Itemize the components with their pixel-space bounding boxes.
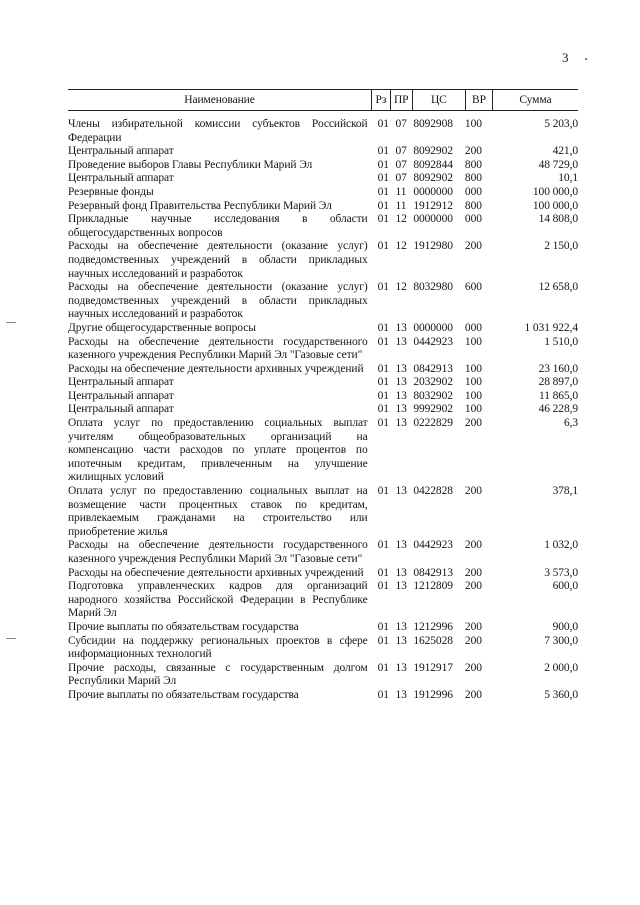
row-name: Расходы на обеспечение деятельности (оказание услуг) подведомственных учреждений в области прикладных научных исследований и разработок — [68, 240, 368, 280]
row-sum: 6,3 — [563, 417, 579, 430]
row-pr: 13 — [395, 376, 407, 389]
row-rz: 01 — [377, 634, 389, 647]
row-vr: 200 — [464, 620, 482, 633]
row-sum: 28 897,0 — [538, 376, 579, 389]
table-row — [68, 145, 578, 159]
row-name: Расходы на обеспечение деятельности архивных учреждений — [68, 362, 364, 375]
row-name: Проведение выборов Главы Республики Марий Эл — [68, 158, 313, 171]
row-rz: 01 — [377, 118, 389, 130]
table-row — [68, 240, 578, 281]
row-pr: 13 — [395, 389, 407, 402]
row-vr: 200 — [464, 661, 482, 674]
table-row — [68, 689, 578, 703]
row-rz: 01 — [377, 620, 389, 633]
row-sum: 10,1 — [558, 172, 579, 185]
row-vr: 800 — [464, 158, 482, 171]
row-rz: 01 — [377, 240, 389, 253]
row-rz: 01 — [377, 688, 389, 701]
row-sum: 46 228,9 — [538, 403, 579, 416]
row-vr: 200 — [464, 566, 482, 579]
row-pr: 13 — [395, 661, 407, 674]
row-rz: 01 — [377, 389, 389, 402]
table-row — [68, 567, 578, 581]
row-cs: 8092908 — [413, 118, 453, 130]
row-sum: 5 203,0 — [544, 118, 579, 130]
row-rz: 01 — [377, 321, 389, 334]
row-sum: 48 729,0 — [538, 158, 579, 171]
row-cs: 0842913 — [413, 362, 453, 375]
row-rz: 01 — [377, 213, 389, 226]
row-vr: 200 — [464, 417, 482, 430]
row-pr: 13 — [395, 321, 407, 334]
row-cs: 9992902 — [413, 403, 453, 416]
margin-mark — [6, 322, 16, 323]
row-vr: 000 — [464, 321, 482, 334]
table-row — [68, 363, 578, 377]
row-name: Оплата услуг по предоставлению социальных выплат на возмещение части процентных ставок по кредитам, привлекаемым гражданами на строительство или приобретение жилья — [68, 485, 368, 538]
row-sum: 100 000,0 — [532, 199, 579, 212]
margin-mark — [6, 638, 16, 639]
table-row — [68, 172, 578, 186]
row-rz: 01 — [377, 335, 389, 348]
row-sum: 1 031 922,4 — [524, 321, 579, 334]
row-name: Другие общегосударственные вопросы — [68, 321, 256, 334]
row-rz: 01 — [377, 485, 389, 498]
table-row — [68, 281, 578, 322]
row-vr: 100 — [464, 403, 482, 416]
row-cs: 0000000 — [413, 185, 453, 198]
row-cs: 8092902 — [413, 172, 453, 185]
row-pr: 12 — [395, 213, 407, 226]
table-row — [68, 118, 578, 145]
row-cs: 1912917 — [413, 661, 453, 674]
row-cs: 1912996 — [413, 688, 453, 701]
row-cs: 8092844 — [413, 158, 453, 171]
row-cs: 8032980 — [413, 281, 453, 294]
row-name: Оплата услуг по предоставлению социальных выплат учителям общеобразовательных организаций на компенсацию части расходов по уплате процентов по ипотечным кредитам, привлеченным на улучшение жилищных условий — [68, 417, 368, 484]
row-vr: 200 — [464, 485, 482, 498]
row-cs: 8032902 — [413, 389, 453, 402]
row-name: Резервные фонды — [68, 185, 154, 198]
row-cs: 1912980 — [413, 240, 453, 253]
row-vr: 200 — [464, 145, 482, 158]
row-sum: 7 300,0 — [544, 634, 579, 647]
row-vr: 100 — [464, 118, 482, 130]
row-name: Центральный аппарат — [68, 403, 174, 416]
row-vr: 800 — [464, 199, 482, 212]
row-cs: 1212996 — [413, 620, 453, 633]
table-row — [68, 417, 578, 485]
row-pr: 07 — [395, 158, 407, 171]
row-pr: 13 — [395, 417, 407, 430]
header-cs: ЦС — [412, 90, 465, 110]
row-sum: 11 865,0 — [538, 389, 579, 402]
header-name: Наименование — [184, 94, 255, 106]
header-sum: Сумма — [492, 90, 578, 110]
row-cs: 1625028 — [413, 634, 453, 647]
row-vr: 100 — [464, 389, 482, 402]
table-header — [68, 89, 578, 111]
row-pr: 13 — [395, 566, 407, 579]
table-row — [68, 186, 578, 200]
row-vr: 100 — [464, 376, 482, 389]
table-row — [68, 662, 578, 689]
table-row — [68, 322, 578, 336]
row-vr: 200 — [464, 688, 482, 701]
row-name: Прикладные научные исследования в области общегосударственных вопросов — [68, 213, 368, 239]
row-sum: 378,1 — [552, 485, 579, 498]
row-vr: 200 — [464, 634, 482, 647]
row-name: Прочие выплаты по обязательствам государства — [68, 688, 299, 701]
row-sum: 5 360,0 — [544, 688, 579, 701]
header-vr: ВР — [465, 90, 492, 110]
row-cs: 0000000 — [413, 213, 453, 226]
row-pr: 13 — [395, 539, 407, 552]
row-sum: 1 032,0 — [544, 539, 579, 552]
row-name: Прочие расходы, связанные с государственным долгом Республики Марий Эл — [68, 661, 368, 688]
row-name: Расходы на обеспечение деятельности (оказание услуг) подведомственных учреждений в области прикладных научных исследований и разработок — [68, 281, 368, 321]
row-name: Субсидии на поддержку региональных проектов в сфере информационных технологий — [68, 634, 368, 661]
row-name: Центральный аппарат — [68, 376, 174, 389]
row-cs: 1212809 — [413, 580, 453, 593]
row-sum: 900,0 — [552, 620, 579, 633]
row-pr: 13 — [395, 335, 407, 348]
row-sum: 600,0 — [552, 580, 579, 593]
row-name: Члены избирательной комиссии субъектов Российской Федерации — [68, 118, 368, 144]
row-name: Центральный аппарат — [68, 145, 174, 158]
row-pr: 13 — [395, 634, 407, 647]
row-pr: 12 — [395, 281, 407, 294]
row-cs: 2032902 — [413, 376, 453, 389]
row-rz: 01 — [377, 281, 389, 294]
row-vr: 200 — [464, 580, 482, 593]
header-pr: ПР — [390, 90, 412, 110]
row-name: Резервный фонд Правительства Республики Марий Эл — [68, 199, 332, 212]
row-pr: 13 — [395, 580, 407, 593]
row-rz: 01 — [377, 376, 389, 389]
table-row — [68, 336, 578, 363]
row-pr: 13 — [395, 362, 407, 375]
row-vr: 200 — [464, 240, 482, 253]
row-vr: 100 — [464, 335, 482, 348]
row-vr: 800 — [464, 172, 482, 185]
row-rz: 01 — [377, 403, 389, 416]
row-rz: 01 — [377, 566, 389, 579]
row-cs: 8092902 — [413, 145, 453, 158]
row-vr: 600 — [464, 281, 482, 294]
row-rz: 01 — [377, 145, 389, 158]
row-pr: 07 — [395, 118, 407, 130]
row-pr: 13 — [395, 403, 407, 416]
row-cs: 0000000 — [413, 321, 453, 334]
table-row — [68, 159, 578, 173]
row-rz: 01 — [377, 158, 389, 171]
row-rz: 01 — [377, 580, 389, 593]
row-cs: 0442923 — [413, 539, 453, 552]
row-name: Центральный аппарат — [68, 172, 174, 185]
row-pr: 13 — [395, 620, 407, 633]
budget-table — [68, 89, 578, 703]
row-pr: 07 — [395, 145, 407, 158]
row-vr: 000 — [464, 213, 482, 226]
row-pr: 13 — [395, 688, 407, 701]
row-cs: 0842913 — [413, 566, 453, 579]
row-cs: 0222829 — [413, 417, 453, 430]
row-pr: 07 — [395, 172, 407, 185]
row-name: Расходы на обеспечение деятельности архивных учреждений — [68, 566, 364, 579]
table-row — [68, 200, 578, 214]
table-row — [68, 403, 578, 417]
table-row — [68, 213, 578, 240]
header-rz: Рз — [371, 90, 390, 110]
row-rz: 01 — [377, 172, 389, 185]
table-row — [68, 376, 578, 390]
row-name: Подготовка управленческих кадров для организаций народного хозяйства Российской Федерации в Республике Марий Эл — [68, 580, 368, 620]
page-number: 3 — [562, 50, 569, 65]
row-sum: 100 000,0 — [532, 185, 579, 198]
row-pr: 12 — [395, 240, 407, 253]
table-row — [68, 635, 578, 662]
scan-dot — [585, 58, 587, 60]
row-name: Расходы на обеспечение деятельности государственного казенного учреждения Республики Марий Эл "Газовые сети" — [68, 335, 368, 362]
row-name: Расходы на обеспечение деятельности государственного казенного учреждения Республики Марий Эл "Газовые сети" — [68, 539, 368, 565]
row-rz: 01 — [377, 661, 389, 674]
row-sum: 12 658,0 — [538, 281, 579, 294]
row-rz: 01 — [377, 417, 389, 430]
row-sum: 1 510,0 — [544, 335, 579, 348]
table-body — [68, 118, 578, 703]
row-pr: 13 — [395, 485, 407, 498]
row-cs: 1912912 — [413, 199, 453, 212]
row-sum: 14 808,0 — [538, 213, 579, 226]
row-name: Центральный аппарат — [68, 389, 174, 402]
row-rz: 01 — [377, 185, 389, 198]
row-sum: 2 150,0 — [544, 240, 579, 253]
table-row — [68, 621, 578, 635]
table-row — [68, 485, 578, 539]
table-row — [68, 539, 578, 566]
table-row — [68, 390, 578, 404]
row-sum: 421,0 — [552, 145, 579, 158]
row-rz: 01 — [377, 199, 389, 212]
row-pr: 11 — [395, 185, 407, 198]
row-name: Прочие выплаты по обязательствам государства — [68, 620, 299, 633]
row-sum: 2 000,0 — [544, 661, 579, 674]
row-vr: 000 — [464, 185, 482, 198]
table-row — [68, 580, 578, 621]
row-rz: 01 — [377, 539, 389, 552]
row-cs: 0422828 — [413, 485, 453, 498]
row-cs: 0442923 — [413, 335, 453, 348]
row-sum: 23 160,0 — [538, 362, 579, 375]
row-pr: 11 — [395, 199, 407, 212]
row-vr: 200 — [464, 539, 482, 552]
row-rz: 01 — [377, 362, 389, 375]
row-sum: 3 573,0 — [544, 566, 579, 579]
row-vr: 100 — [464, 362, 482, 375]
